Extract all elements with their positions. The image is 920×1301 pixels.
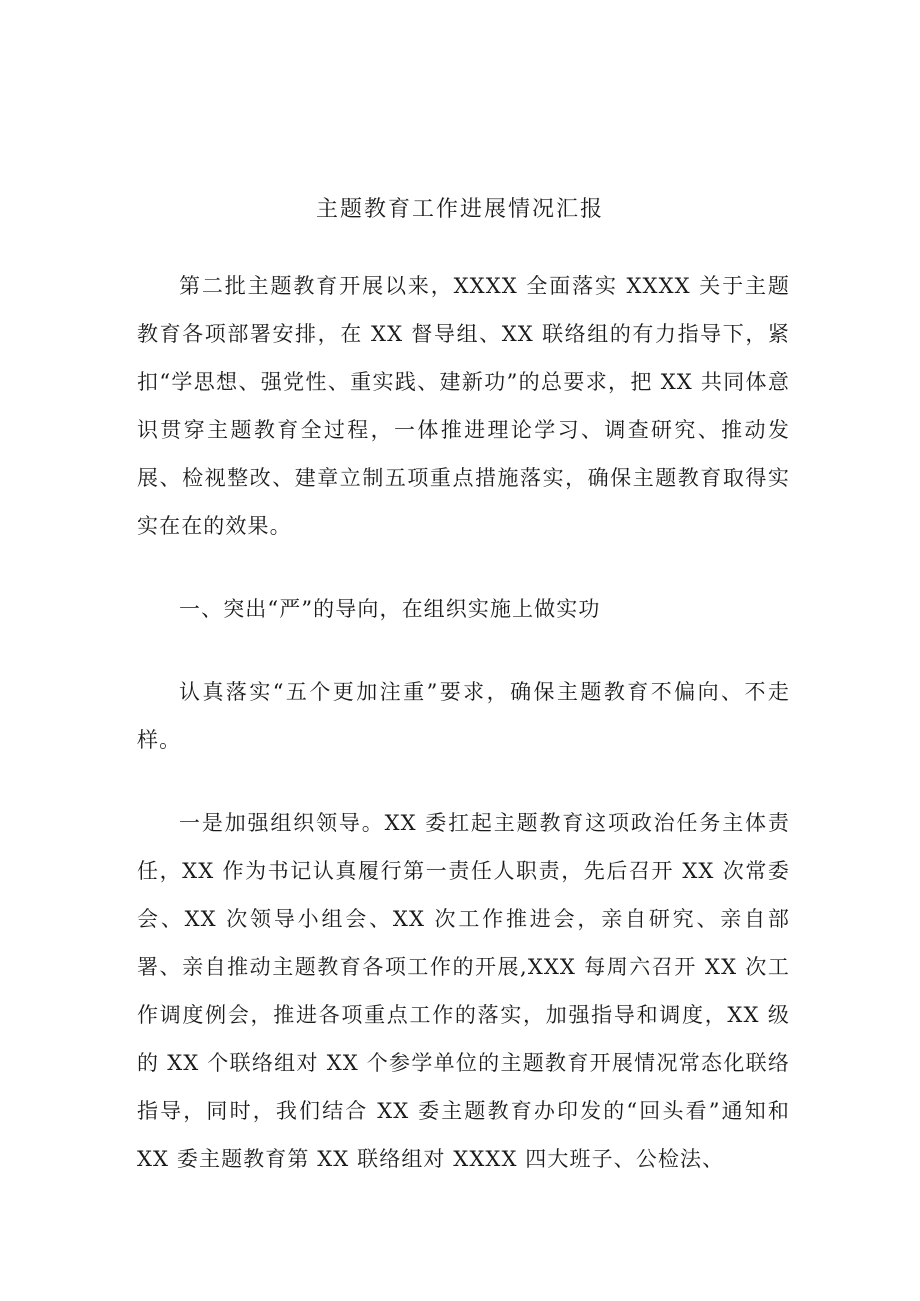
intro-paragraph: 第二批主题教育开展以来，XXXX 全面落实 XXXX 关于主题教育各项部署安排，在 XX 督导组、XX 联络组的有力指导下，紧扣“学思想、强党性、重实践、建新功”的总要求，把 XX 共同体意识贯穿主题教育全过程，一体推进理论学习、调查研究、推动发展、检视整改、建章立制五项重点措施落实，确保主题教育取得实实在在的效果。 xyxy=(137,274,790,538)
section-heading-1: 一、突出“严”的导向，在组织实施上做实功 xyxy=(179,597,601,621)
section-1-summary-paragraph: 认真落实“五个更加注重”要求，确保主题教育不偏向、不走样。 xyxy=(137,680,790,752)
section-1-point-1-paragraph: 一是加强组织领导。XX 委扛起主题教育这项政治任务主体责任，XX 作为书记认真履行第一责任人职责，先后召开 XX 次常委会、XX 次领导小组会、XX 次工作推进会，亲自研究、亲自部署、亲自推动主题教育各项工作的开展,XXX 每周六召开 XX 次工作调度例会，推进各项重点工作的落实，加强指导和调度，XX 级的 XX 个联络组对 XX 个参学单位的主题教育开展情况常态化联络指导，同时，我们结合 XX 委主题教育办印发的“回头看”通知和 XX 委主题教育第 XX 联络组对 XXXX 四大班子、公检法、 xyxy=(137,811,790,1171)
document-body xyxy=(137,262,790,1183)
document-title: 主题教育工作进展情况汇报 xyxy=(315,197,604,222)
